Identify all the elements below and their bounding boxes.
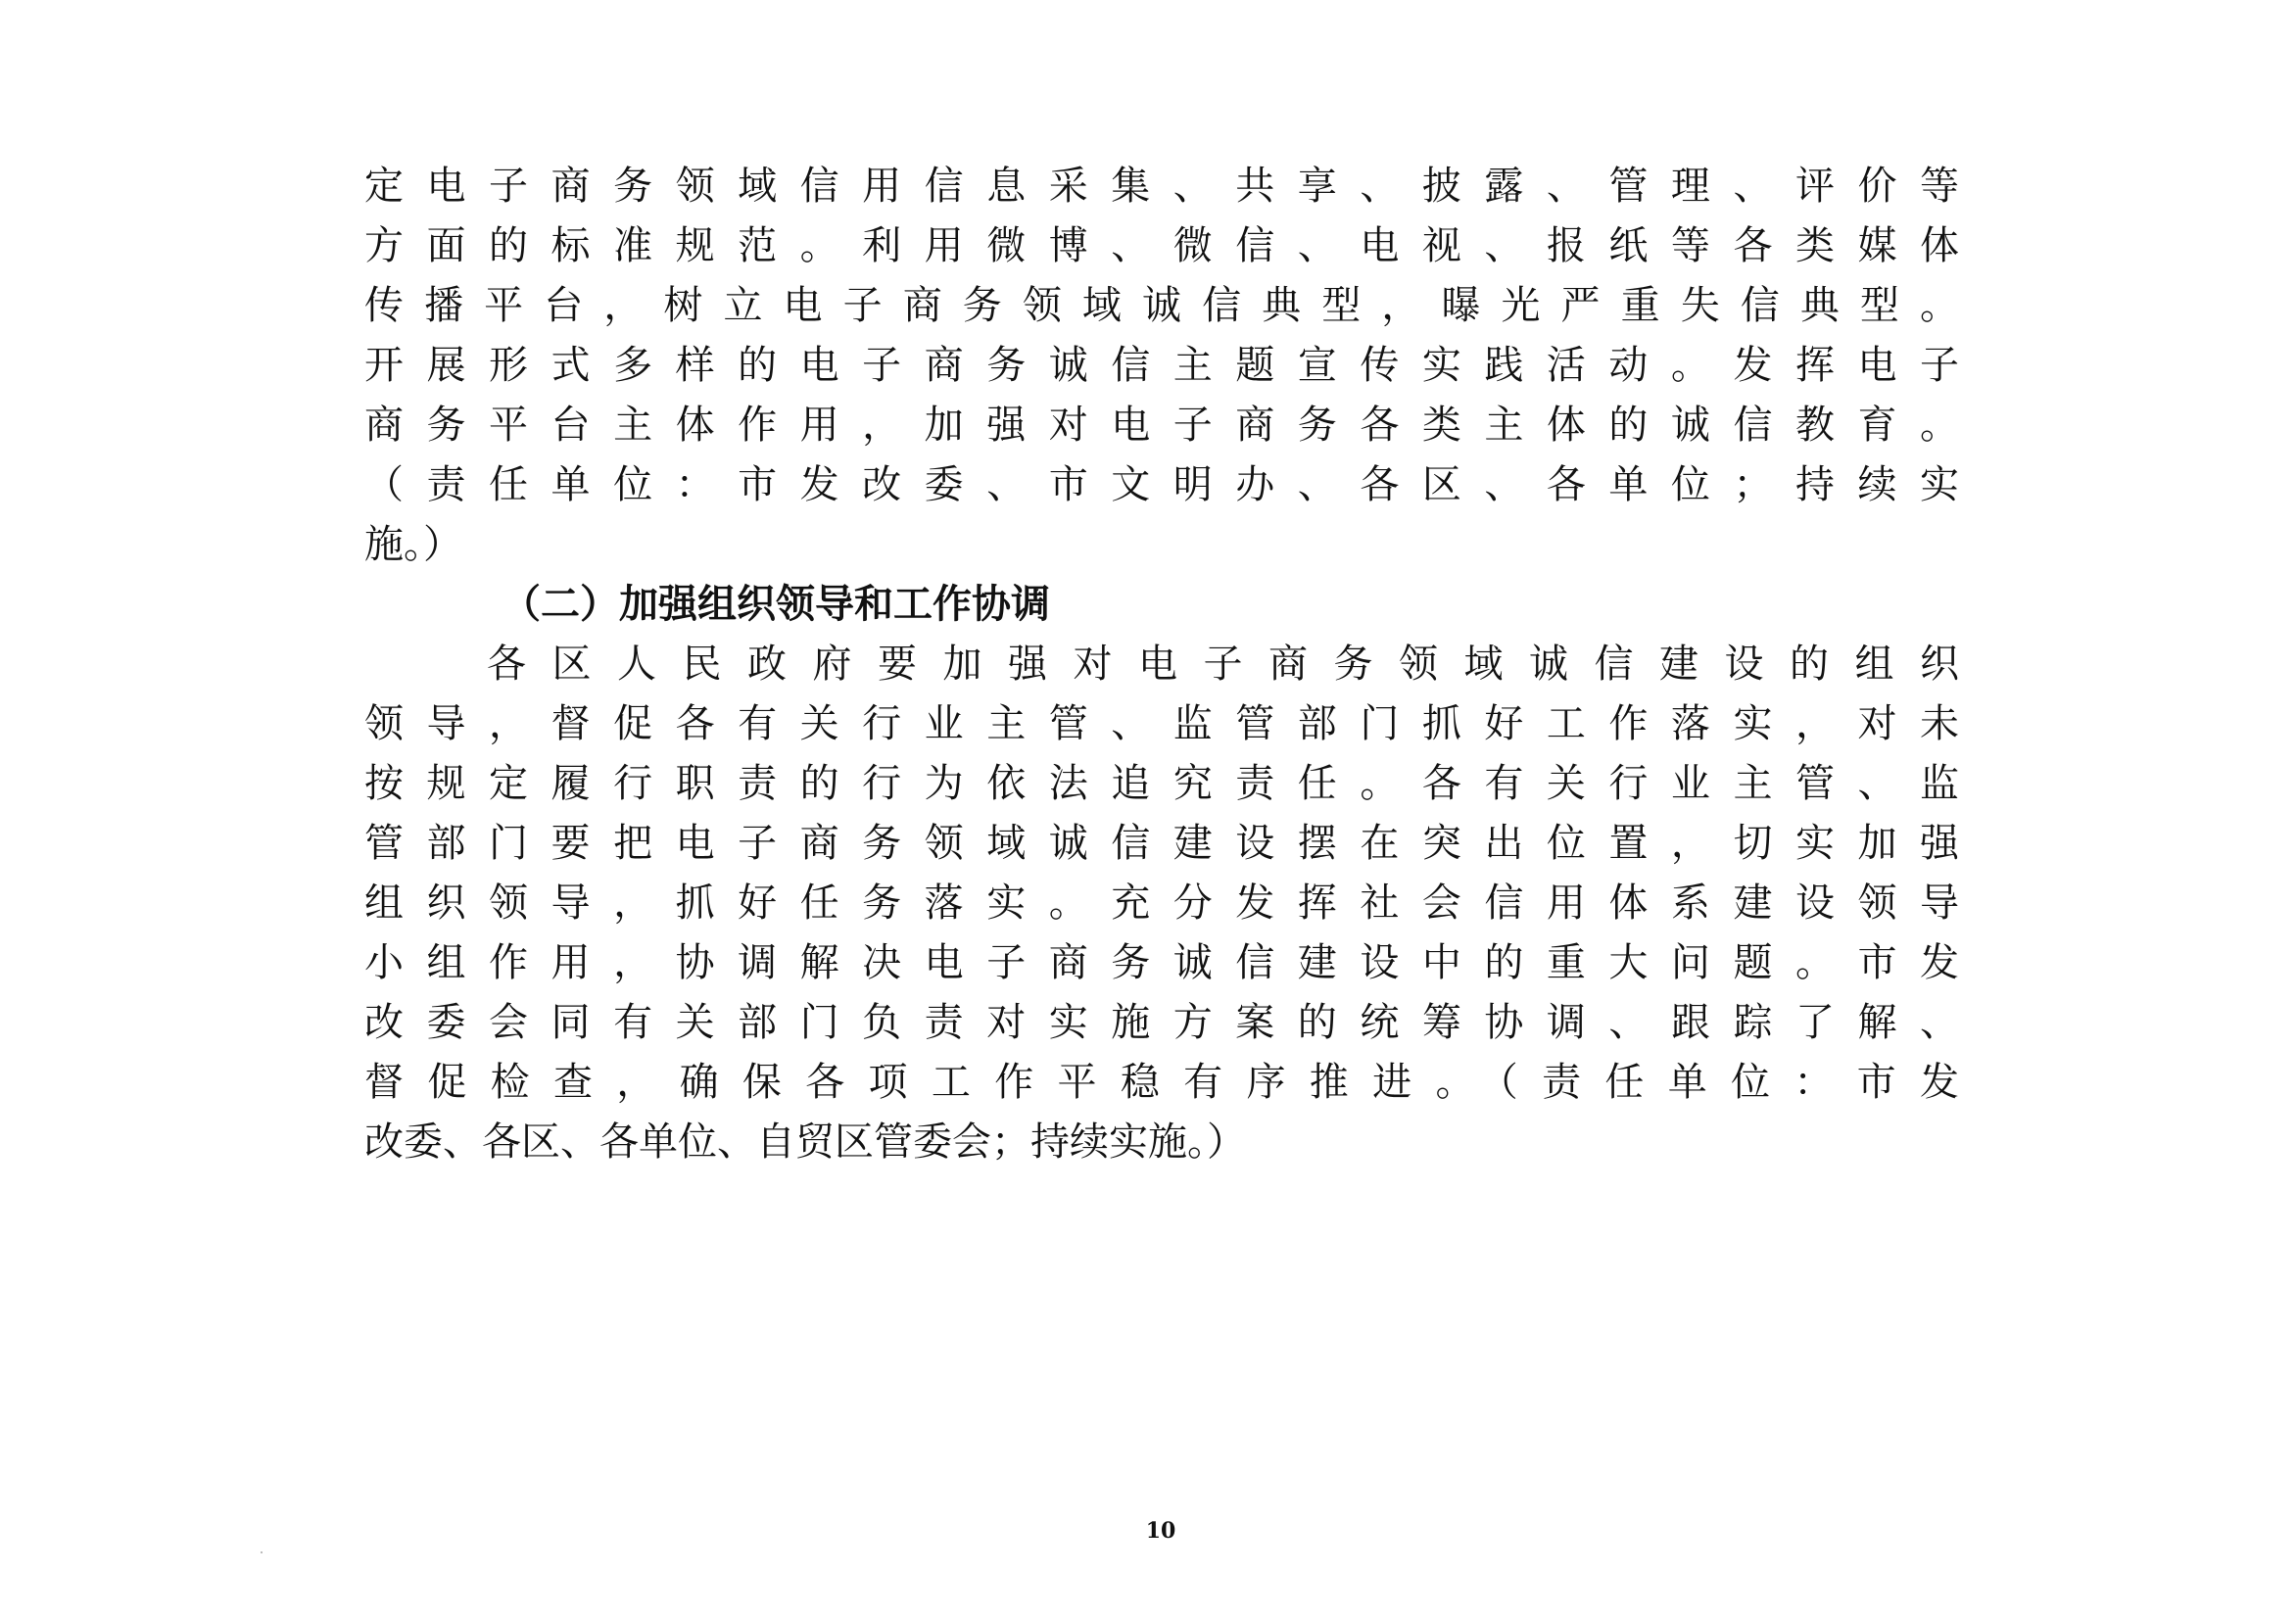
scan-speck <box>261 1551 263 1553</box>
paragraph-line: （责任单位：市发改委、市文明办、各区、各单位；持续实 <box>364 462 1959 507</box>
paragraph-line: 督促检查，确保各项工作平稳有序推进。（责任单位：市发 <box>364 1060 1959 1105</box>
paragraph-line: 改委、各区、各单位、自贸区管委会；持续实施。） <box>364 1120 1246 1165</box>
paragraph-line: 定电子商务领域信用信息采集、共享、披露、管理、评价等 <box>364 164 1959 209</box>
paragraph-line: 管部门要把电子商务领域诚信建设摆在突出位置，切实加强 <box>364 821 1959 866</box>
paragraph-line: 领导，督促各有关行业主管、监管部门抓好工作落实，对未 <box>364 701 1959 746</box>
paragraph-line: 商务平台主体作用，加强对电子商务各类主体的诚信教育。 <box>364 403 1959 448</box>
paragraph-line: 改委会同有关部门负责对实施方案的统筹协调、跟踪了解、 <box>364 1000 1959 1045</box>
paragraph-line: 按规定履行职责的行为依法追究责任。各有关行业主管、监 <box>364 761 1959 806</box>
paragraph-line: 传播平台，树立电子商务领域诚信典型，曝光严重失信典型。 <box>364 283 1959 328</box>
body-text <box>364 157 1959 1172</box>
section-heading: （二）加强组织领导和工作协调 <box>502 582 1050 627</box>
paragraph-1 <box>364 157 1959 575</box>
paragraph-2 <box>364 635 1959 1172</box>
paragraph-line: 施。） <box>364 522 462 567</box>
paragraph-line: 各区人民政府要加强对电子商务领域诚信建设的组织 <box>487 642 1959 687</box>
paragraph-line: 小组作用，协调解决电子商务诚信建设中的重大问题。市发 <box>364 940 1959 985</box>
page-number: 10 <box>1145 1518 1176 1544</box>
paragraph-line: 开展形式多样的电子商务诚信主题宣传实践活动。发挥电子 <box>364 343 1959 388</box>
paragraph-line: 方面的标准规范。利用微博、微信、电视、报纸等各类媒体 <box>364 223 1959 268</box>
paragraph-line: 组织领导，抓好任务落实。充分发挥社会信用体系建设领导 <box>364 881 1959 926</box>
